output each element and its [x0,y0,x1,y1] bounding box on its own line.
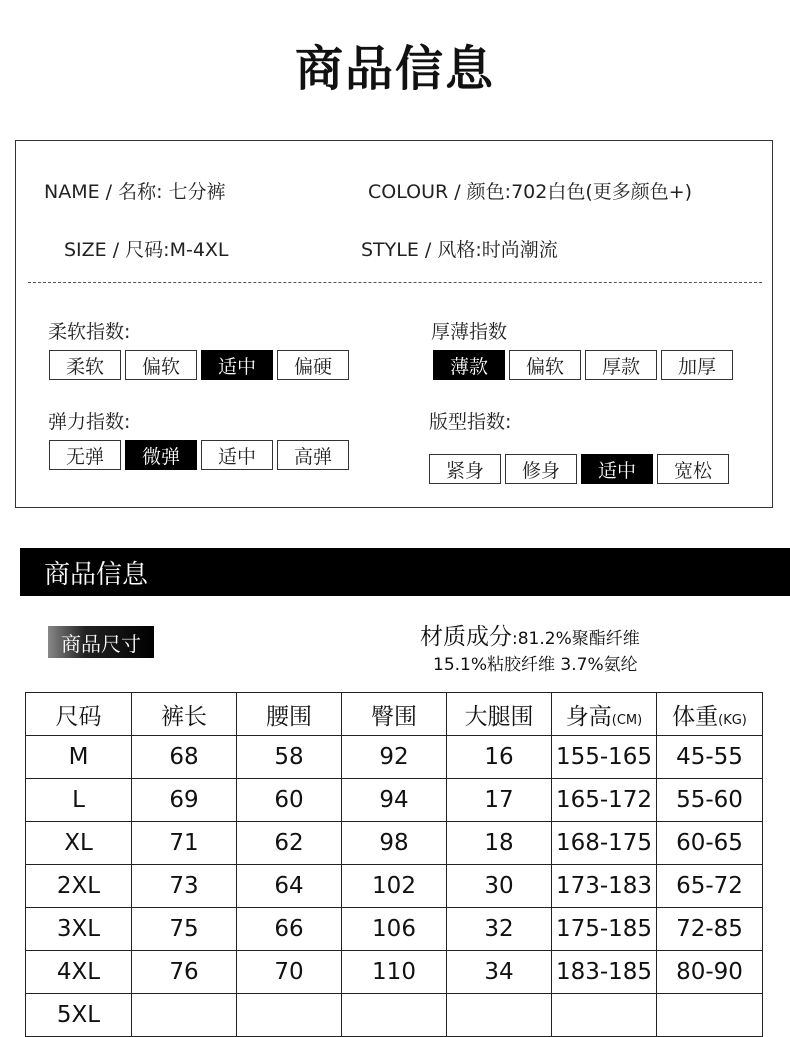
index-option: 偏硬 [277,350,349,380]
table-cell: 76 [132,951,237,994]
table-row [26,779,763,822]
index-option: 薄款 [433,350,505,380]
page-title: 商品信息 [294,41,495,97]
table-cell: 168-175 [552,822,657,865]
table-cell: 3XL [26,908,132,951]
size-badge [48,626,154,658]
table-cell: 175-185 [552,908,657,951]
table-row [26,994,763,1037]
section-banner-title: 商品信息 [44,559,149,590]
table-cell: 98 [342,822,447,865]
table-cell: 71 [132,822,237,865]
index-option: 适中 [581,454,653,484]
table-cell: 80-90 [657,951,763,994]
table-row [26,736,763,779]
info-colour: COLOUR / 颜色:702白色(更多颜色+) [368,181,693,203]
index-option: 微弹 [125,440,197,470]
table-cell [237,994,342,1037]
size-table-header-cell [342,693,447,736]
size-table-header-cell [26,693,132,736]
table-cell: 5XL [26,994,132,1037]
table-cell: 32 [447,908,552,951]
header-label: 裤长 [161,703,207,730]
info-name: NAME / 名称: 七分裤 [44,181,226,203]
header-label: 体重 [672,703,719,730]
material-line-1 [420,618,640,651]
size-table-header-cell [447,693,552,736]
info-size: SIZE / 尺码:M-4XL [64,239,229,261]
elasticity-index-label: 弹力指数: [48,411,131,433]
table-cell: 60-65 [657,822,763,865]
index-option: 偏软 [125,350,197,380]
table-row [26,822,763,865]
size-badge-label: 商品尺寸 [61,631,141,656]
index-option: 宽松 [657,454,729,484]
index-option: 适中 [201,440,273,470]
product-info-box [15,140,773,508]
table-row [26,908,763,951]
table-cell: 55-60 [657,779,763,822]
table-cell: 92 [342,736,447,779]
size-table-header-cell [132,693,237,736]
index-option: 适中 [201,350,273,380]
fit-index-options [429,454,729,484]
index-option: 加厚 [661,350,733,380]
table-cell [657,994,763,1037]
size-table-header-cell [657,693,763,736]
table-row [26,951,763,994]
table-cell: 69 [132,779,237,822]
material-label: 材质成分 [420,624,512,650]
thickness-index-options [433,350,733,380]
size-table-header-cell [237,693,342,736]
index-option: 无弹 [49,440,121,470]
material-primary: :81.2%聚酯纤维 [512,629,640,649]
table-cell [132,994,237,1037]
table-row [26,865,763,908]
table-cell: 73 [132,865,237,908]
table-cell: 66 [237,908,342,951]
table-cell: 72-85 [657,908,763,951]
size-table [25,692,763,1037]
header-unit: (CM) [611,712,643,728]
table-cell: 65-72 [657,865,763,908]
table-cell: 75 [132,908,237,951]
table-cell: 17 [447,779,552,822]
table-cell: XL [26,822,132,865]
size-table-header-cell [552,693,657,736]
table-cell: 110 [342,951,447,994]
table-cell: 62 [237,822,342,865]
header-label: 腰围 [266,703,312,730]
thickness-index-label: 厚薄指数 [431,321,508,343]
table-cell: 16 [447,736,552,779]
table-cell: 94 [342,779,447,822]
header-label: 臀围 [371,703,417,730]
index-option: 紧身 [429,454,501,484]
table-cell: 155-165 [552,736,657,779]
table-cell: 30 [447,865,552,908]
dashed-divider [28,282,762,283]
table-cell: 2XL [26,865,132,908]
section-banner [20,548,790,596]
info-style: STYLE / 风格:时尚潮流 [361,239,558,261]
softness-index-label: 柔软指数: [48,321,131,343]
header-unit: (KG) [718,712,747,728]
table-cell: 68 [132,736,237,779]
table-cell: 173-183 [552,865,657,908]
table-cell: 60 [237,779,342,822]
table-cell: 18 [447,822,552,865]
table-cell: 70 [237,951,342,994]
header-label: 身高 [565,703,612,730]
table-cell [552,994,657,1037]
softness-index-options [49,350,349,380]
size-table-header [26,693,763,736]
table-cell: M [26,736,132,779]
table-cell: 102 [342,865,447,908]
table-cell: 58 [237,736,342,779]
table-cell: 4XL [26,951,132,994]
fit-index-label: 版型指数: [429,411,512,433]
table-cell: 165-172 [552,779,657,822]
table-cell: 183-185 [552,951,657,994]
index-option: 柔软 [49,350,121,380]
table-cell: L [26,779,132,822]
header-label: 尺码 [55,703,102,730]
index-option: 厚款 [585,350,657,380]
elasticity-index-options [49,440,349,470]
table-cell: 45-55 [657,736,763,779]
index-option: 偏软 [509,350,581,380]
index-option: 高弹 [277,440,349,470]
table-cell [342,994,447,1037]
table-cell: 34 [447,951,552,994]
table-cell: 106 [342,908,447,951]
size-table-body [26,736,763,1037]
header-label: 大腿围 [464,703,534,730]
material-line-2: 15.1%粘胶纤维 3.7%氨纶 [433,655,638,675]
table-cell [447,994,552,1037]
index-option: 修身 [505,454,577,484]
table-cell: 64 [237,865,342,908]
